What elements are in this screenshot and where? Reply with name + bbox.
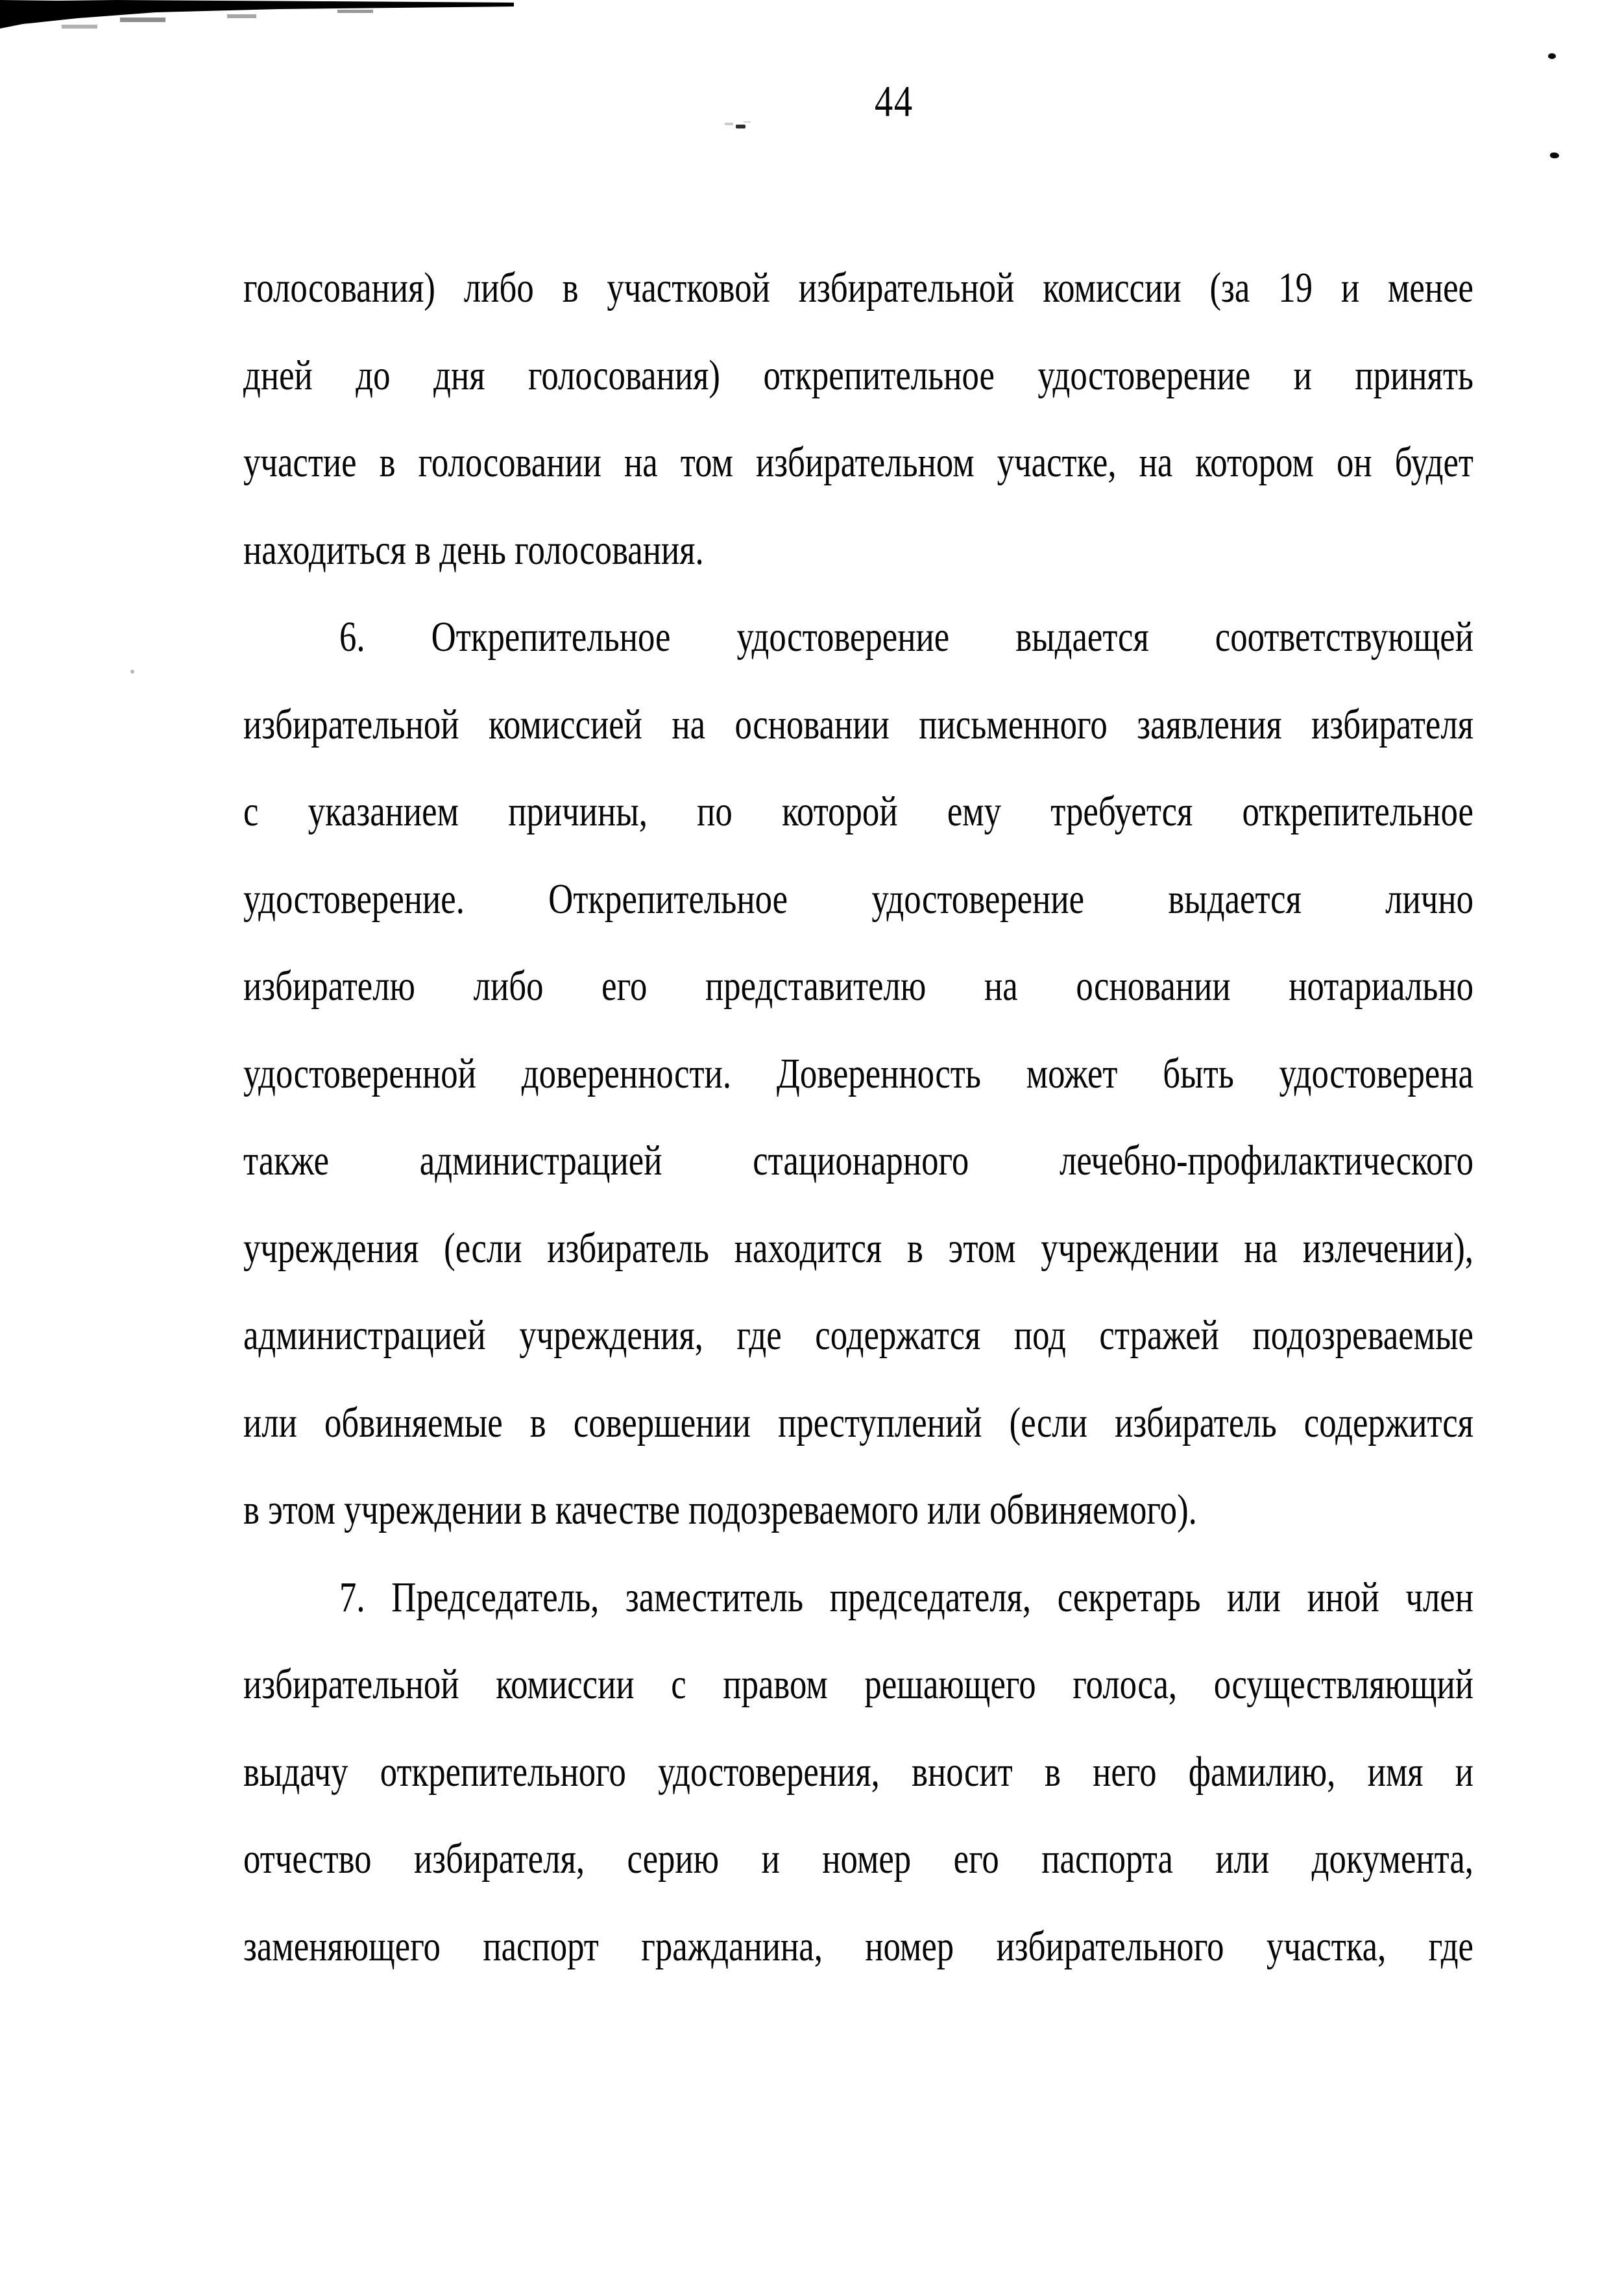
text-line: дней до дня голосования) открепительное удостоверение и принять: [243, 351, 1473, 399]
ink-speck: [130, 670, 134, 674]
ink-speck: [1550, 152, 1559, 158]
ink-speck: [736, 125, 745, 128]
paragraph: [243, 245, 1473, 594]
text-line: выдачу открепительного удостоверения, вносит в него фамилию, имя и: [243, 1748, 1473, 1796]
text-line: 7. Председатель, заместитель председателя, секретарь или иной член: [339, 1573, 1473, 1621]
paragraph: [243, 594, 1473, 1554]
text-line: избирательной комиссии с правом решающего голоса, осуществляющий: [243, 1661, 1473, 1708]
text-line: учреждения (если избиратель находится в этом учреждении на излечении),: [243, 1224, 1473, 1272]
text-line: также администрацией стационарного лечебно-профилактического: [243, 1137, 1473, 1184]
text-line: участие в голосовании на том избирательном участке, на котором он будет: [243, 439, 1473, 486]
text-line: с указанием причины, по которой ему требуется открепительное: [243, 788, 1473, 835]
text-line: в этом учреждении в качестве подозреваемого или обвиняемого).: [243, 1486, 1197, 1533]
scan-artifact-streak: [0, 0, 532, 39]
document-text: [243, 245, 1473, 1990]
ink-speck: [1548, 53, 1556, 59]
text-line: избирательной комиссией на основании письменного заявления избирателя: [243, 700, 1473, 748]
text-line: голосования) либо в участковой избирательной комиссии (за 19 и менее: [243, 264, 1473, 311]
text-line: избирателю либо его представителю на основании нотариально: [243, 962, 1473, 1010]
text-line: заменяющего паспорт гражданина, номер избирательного участка, где: [243, 1922, 1473, 1970]
text-line: отчество избирателя, серию и номер его паспорта или документа,: [243, 1835, 1473, 1883]
text-line: удостоверение. Открепительное удостоверение выдается лично: [243, 875, 1473, 923]
text-line: 6. Открепительное удостоверение выдается соответствующей: [339, 613, 1473, 661]
text-line: или обвиняемые в совершении преступлений (если избиратель содержится: [243, 1398, 1473, 1446]
page-number: 44: [875, 77, 914, 126]
paragraph: [243, 1554, 1473, 1991]
text-line: удостоверенной доверенности. Доверенность может быть удостоверена: [243, 1049, 1473, 1097]
text-line: администрацией учреждения, где содержатся под стражей подозреваемые: [243, 1311, 1473, 1359]
text-line: находиться в день голосования.: [243, 526, 704, 574]
